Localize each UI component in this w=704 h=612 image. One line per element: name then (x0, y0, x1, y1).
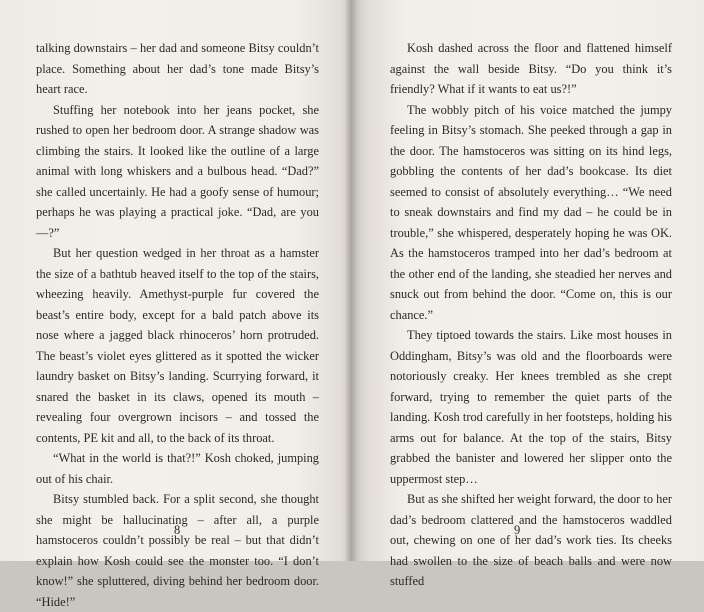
paragraph: talking downstairs – her dad and someone Bitsy couldn’t place. Something about her dad’s tone made Bitsy’s heart race. (36, 41, 319, 96)
right-page-text (390, 38, 672, 592)
paragraph: But as she shifted her weight forward, the door to her dad’s bedroom clattered and the hamstoceros waddled out, chewing on one of her dad’s work ties. Its cheeks had swollen to the size of beach balls and were now stuffed (390, 492, 672, 588)
paragraph: They tiptoed towards the stairs. Like most houses in Oddingham, Bitsy’s was old and the floorboards were notoriously creaky. Her knees trembled as she crept forward, trying to remember the quiet parts of the landing. Kosh trod carefully in her footsteps, holding his arms out for balance. At the top of the stairs, Bitsy grabbed the banister and lowered her slipper onto the uppermost step… (390, 328, 672, 486)
paragraph: The wobbly pitch of his voice matched the jumpy feeling in Bitsy’s stomach. She peeked through a gap in the door. The hamstoceros was sitting on its hind legs, gobbling the contents of her dad’s bookcase. Its diet seemed to consist of absolutely everything… “We need to sneak downstairs and find my dad – he could be in trouble,” she whispered, desperately hoping he was OK. As the hamstoceros tramped into her dad’s bedroom at the other end of the landing, she steadied her nerves and snuck out from behind the door. “Come on, this is our chance.” (390, 102, 672, 322)
book-gutter (346, 0, 358, 561)
page-number: 8 (174, 523, 181, 537)
page-number: 9 (514, 523, 521, 537)
paragraph: Bitsy stumbled back. For a split second, she thought she might be hallucinating – after all, a purple hamstoceros couldn’t possibly be real – but that didn’t explain how Kosh could see the monster too. “I don’t know!” she spluttered, diving behind her bedroom door. “Hide!” (36, 492, 319, 609)
paragraph: “What in the world is that?!” Kosh choked, jumping out of his chair. (36, 451, 319, 486)
paragraph: Kosh dashed across the floor and flattened himself against the wall beside Bitsy. “Do you think it’s friendly? What if it wants to eat us?!” (390, 41, 672, 96)
paragraph: Stuffing her notebook into her jeans pocket, she rushed to open her bedroom door. A strange shadow was climbing the stairs. It looked like the outline of a large animal with long whiskers and a bulbous head. “Dad?” she called uncertainly. He had a goofy sense of humour; perhaps he was playing a practical joke. “Dad, are you—?” (36, 102, 319, 240)
paragraph: But her question wedged in her throat as a hamster the size of a bathtub heaved itself to the top of the stairs, wheezing heavily. Amethyst-purple fur covered the beast’s entire body, except for a bald patch above its nose where a jagged black rhinoceros’ horn protruded. The beast’s violet eyes glittered as it spotted the wicker laundry basket on Bitsy’s landing. Scurrying forward, it snared the basket in its claws, opened its mouth – revealing four overgrown incisors – and tossed the contents, PE kit and all, to the back of its throat. (36, 246, 319, 445)
